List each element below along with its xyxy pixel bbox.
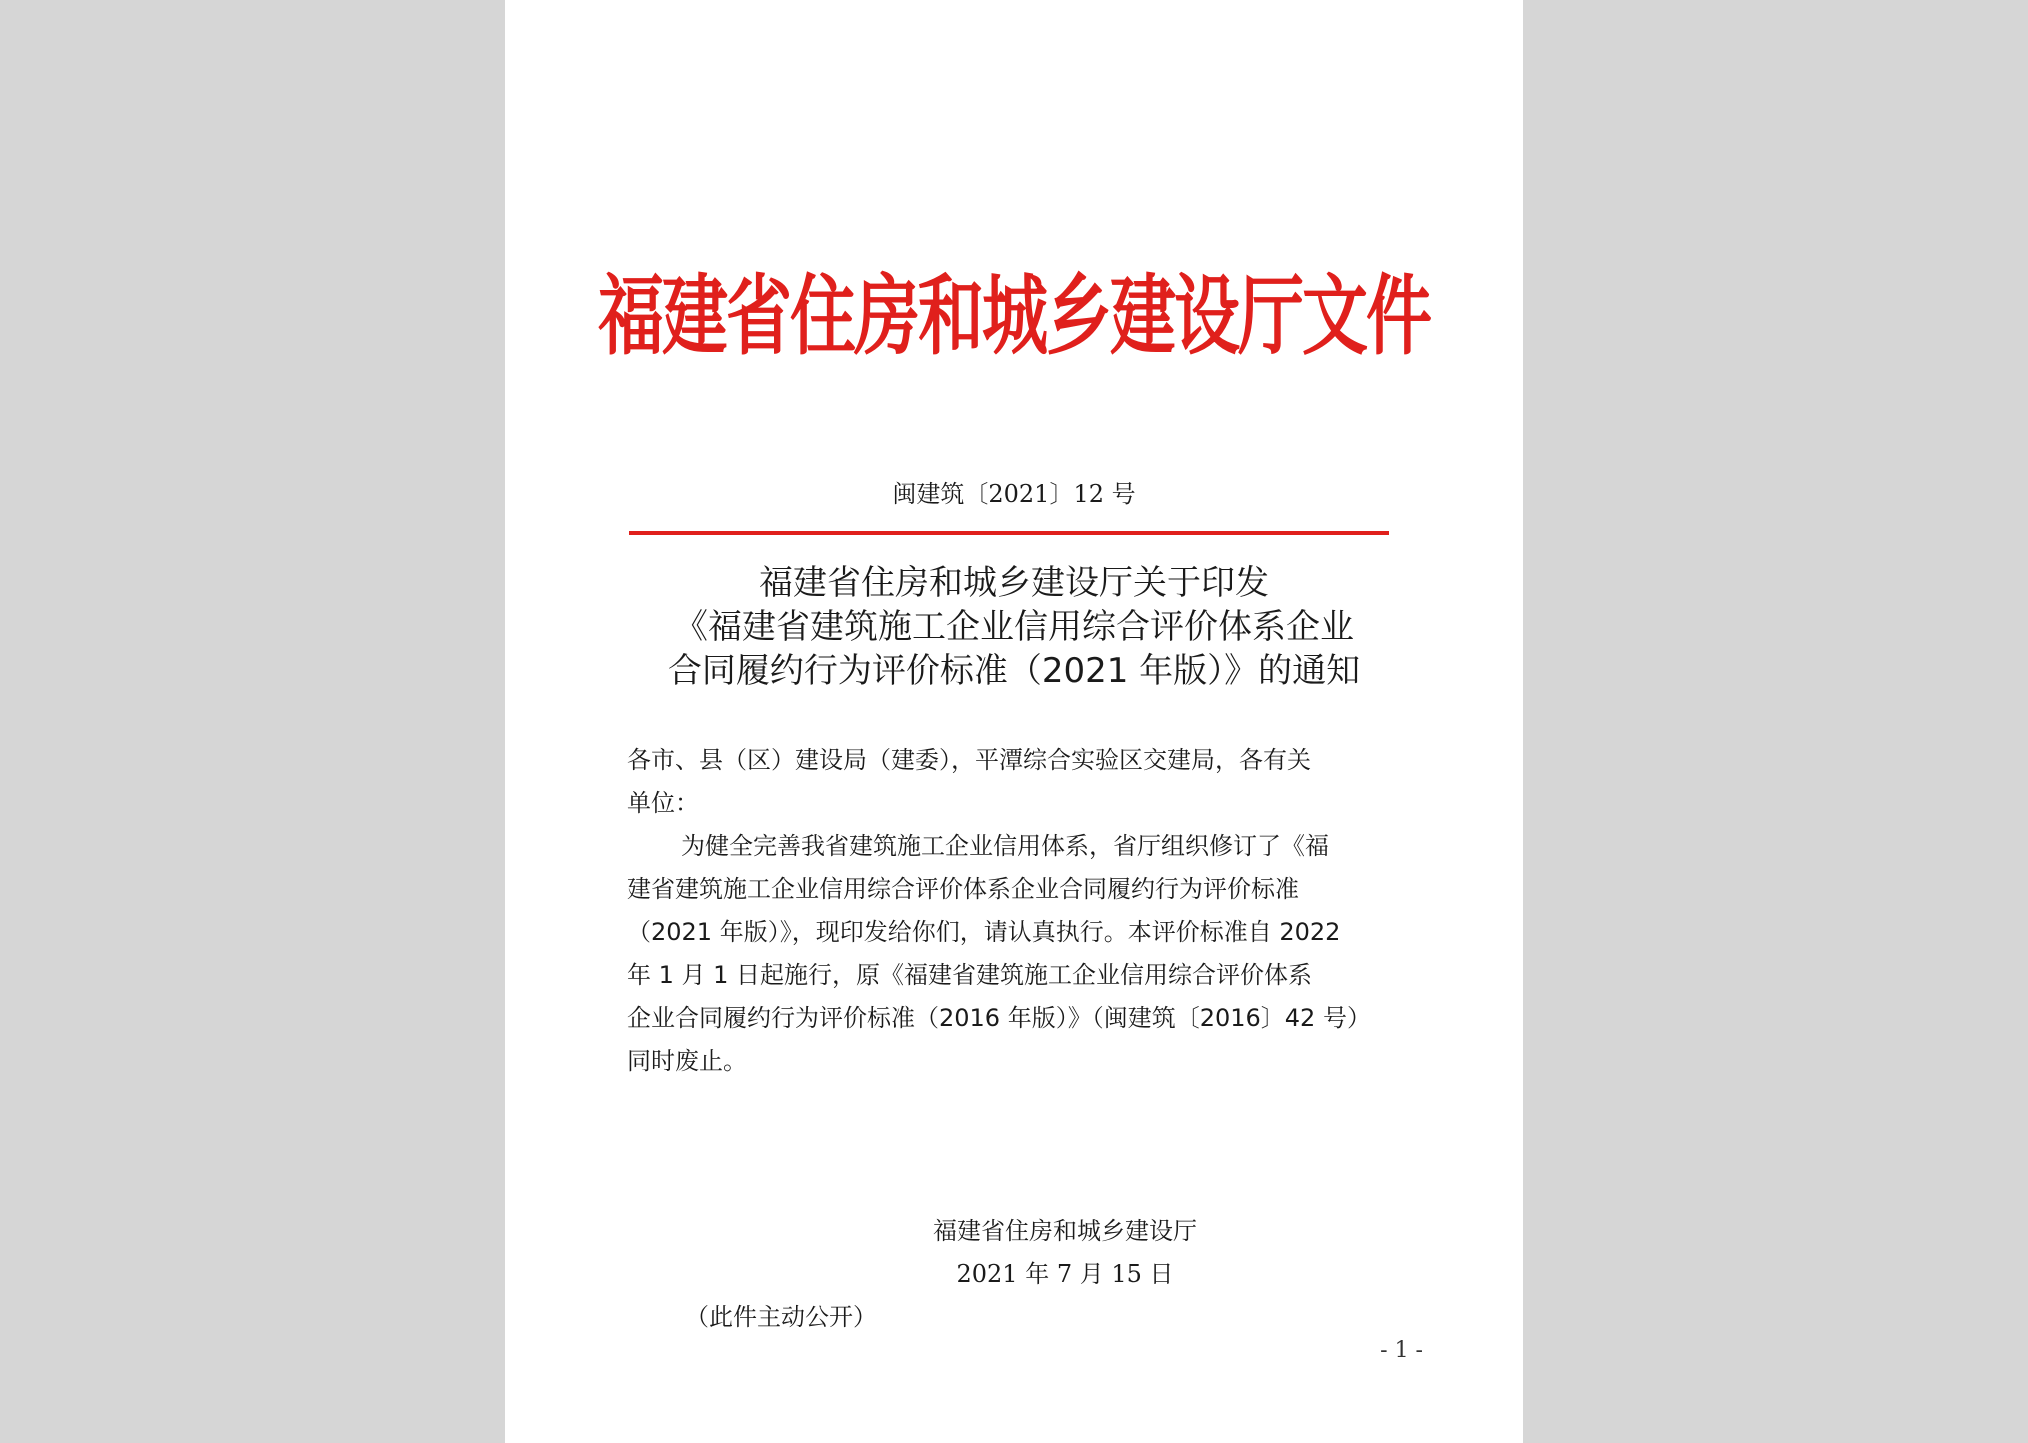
addressee-line: 单位： [627, 789, 699, 817]
signature-organization: 福建省住房和城乡建设厅 [933, 1217, 1197, 1245]
body-paragraph-line: 同时废止。 [627, 1047, 747, 1075]
title-line: 《福建省建筑施工企业信用综合评价体系企业 [674, 607, 1354, 647]
body-paragraph-line: 企业合同履约行为评价标准（2016 年版）》（闽建筑〔2016〕42 号） [627, 1004, 1371, 1032]
title-line: 合同履约行为评价标准（2021 年版）》的通知 [667, 651, 1361, 691]
title-line: 福建省住房和城乡建设厅关于印发 [759, 563, 1269, 603]
disclosure-note: （此件主动公开） [685, 1303, 877, 1331]
page-number: - 1 - [1380, 1338, 1423, 1363]
red-divider-rule [629, 531, 1389, 535]
notice-body [627, 739, 1417, 1083]
signature-block [885, 1210, 1245, 1296]
body-paragraph-line: 建省建筑施工企业信用综合评价体系企业合同履约行为评价标准 [627, 875, 1299, 903]
document-masthead: 福建省住房和城乡建设厅文件 [598, 265, 1430, 367]
document-number: 闽建筑〔2021〕12 号 [892, 480, 1136, 508]
document-page [505, 0, 1523, 1443]
body-paragraph-line: 为健全完善我省建筑施工企业信用体系，省厅组织修订了《福 [681, 832, 1329, 860]
signature-date: 2021 年 7 月 15 日 [956, 1260, 1174, 1288]
body-paragraph-line: （2021 年版）》，现印发给你们，请认真执行。本评价标准自 2022 [627, 918, 1341, 946]
addressee-line: 各市、县（区）建设局（建委），平潭综合实验区交建局，各有关 [627, 746, 1311, 774]
body-paragraph-line: 年 1 月 1 日起施行，原《福建省建筑施工企业信用综合评价体系 [627, 961, 1313, 989]
notice-title [565, 561, 1463, 693]
